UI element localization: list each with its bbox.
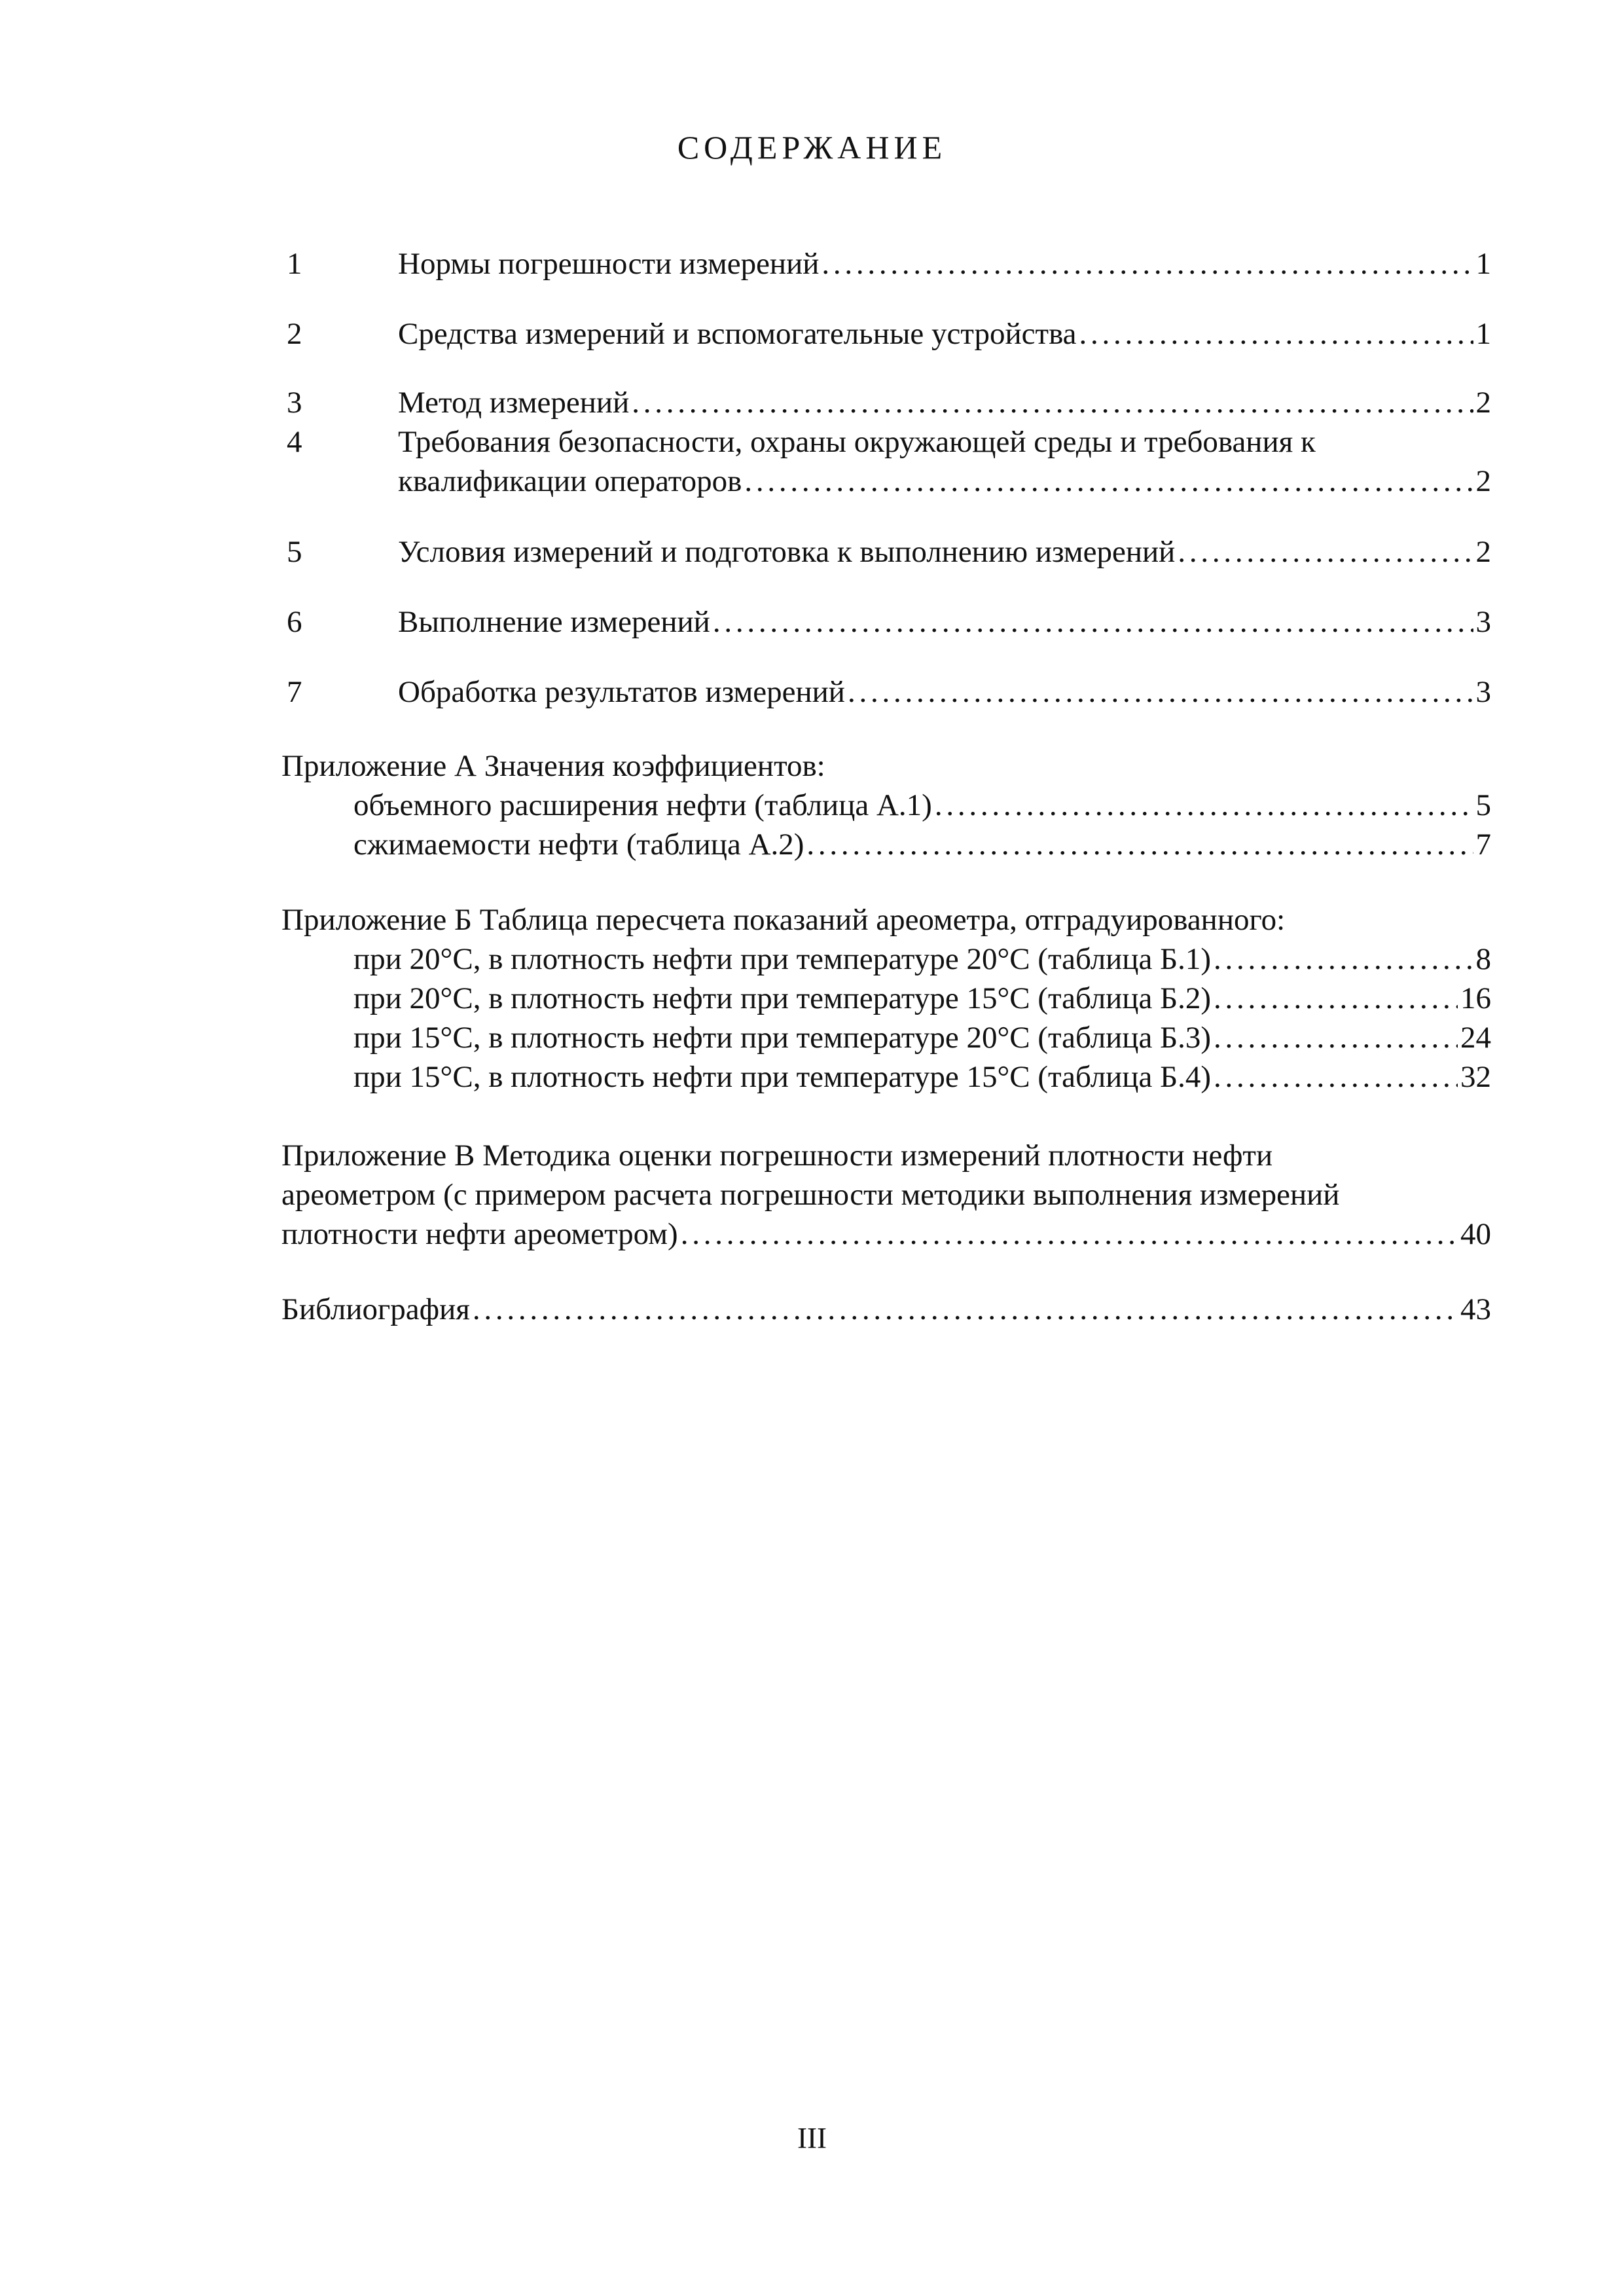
dot-leader xyxy=(744,462,1473,501)
toc-entry-page: 5 xyxy=(1475,788,1491,822)
appendix-a-item-1[interactable] xyxy=(353,786,1491,825)
appendix-v-line-2: ареометром (с примером расчета погрешности методики выполнения измерений xyxy=(281,1178,1340,1212)
toc-entry-title-line1: Требования безопасности, охраны окружающей среды и требования к xyxy=(398,425,1316,459)
toc-entry-page: 2 xyxy=(1475,386,1491,420)
toc-entry-page: 8 xyxy=(1475,942,1491,976)
dot-leader xyxy=(1214,939,1473,979)
toc-entry-number: 5 xyxy=(287,535,302,569)
toc-entry-title: Условия измерений и подготовка к выполнению измерений xyxy=(398,535,1176,569)
toc-entry-title: Средства измерений и вспомогательные устройства xyxy=(398,317,1077,351)
toc-entry-2[interactable] xyxy=(287,314,1491,354)
toc-entry-page: 7 xyxy=(1475,828,1491,862)
dot-leader xyxy=(935,786,1473,825)
toc-entry-3[interactable] xyxy=(287,383,1491,422)
toc-entry-page: 1 xyxy=(1475,247,1491,281)
toc-entry-number: 6 xyxy=(287,605,302,639)
appendix-v-entry[interactable] xyxy=(281,1214,1491,1254)
dot-leader xyxy=(1214,979,1458,1018)
toc-entry-6[interactable] xyxy=(287,602,1491,642)
appendix-b-item-4[interactable] xyxy=(353,1057,1491,1097)
toc-entry-title: при 20°С, в плотность нефти при температуре 15°С (таблица Б.2) xyxy=(353,981,1211,1015)
toc-entry-title: объемного расширения нефти (таблица А.1) xyxy=(353,788,932,822)
toc-entry-page: 1 xyxy=(1475,317,1491,351)
appendix-b-item-2[interactable] xyxy=(353,979,1491,1018)
dot-leader xyxy=(1214,1057,1458,1097)
toc-entry-title: Нормы погрешности измерений xyxy=(398,247,820,281)
toc-entry-5[interactable] xyxy=(287,532,1491,572)
toc-entry-page: 43 xyxy=(1460,1292,1491,1326)
toc-entry-page: 3 xyxy=(1475,675,1491,709)
dot-leader xyxy=(473,1290,1458,1329)
dot-leader xyxy=(848,672,1473,712)
dot-leader xyxy=(821,244,1473,283)
toc-entry-title: Библиография xyxy=(281,1292,470,1326)
appendix-a-item-2[interactable] xyxy=(353,825,1491,864)
toc-entry-title: Обработка результатов измерений xyxy=(398,675,845,709)
toc-entry-title: при 15°С, в плотность нефти при температуре 20°С (таблица Б.3) xyxy=(353,1021,1211,1055)
toc-entry-4[interactable] xyxy=(398,462,1491,501)
appendix-b-heading: Приложение Б Таблица пересчета показаний ареометра, отградуированного: xyxy=(281,903,1286,937)
toc-entry-page: 24 xyxy=(1460,1021,1491,1055)
toc-entry-title: квалификации операторов xyxy=(398,464,742,498)
toc-entry-number: 7 xyxy=(287,675,302,709)
toc-entry-page: 32 xyxy=(1460,1060,1491,1094)
appendix-v-line-1: Приложение В Методика оценки погрешности измерений плотности нефти xyxy=(281,1139,1273,1173)
dot-leader xyxy=(1079,314,1473,354)
toc-entry-number: 4 xyxy=(287,425,302,459)
dot-leader xyxy=(681,1214,1458,1254)
toc-entry-page: 16 xyxy=(1460,981,1491,1015)
toc-entry-title: плотности нефти ареометром) xyxy=(281,1217,678,1251)
toc-entry-title: при 20°С, в плотность нефти при температуре 20°С (таблица Б.1) xyxy=(353,942,1211,976)
dot-leader xyxy=(632,383,1473,422)
page-number: III xyxy=(797,2122,827,2155)
appendix-b-item-1[interactable] xyxy=(353,939,1491,979)
toc-entry-1[interactable] xyxy=(287,244,1491,283)
toc-entry-number: 3 xyxy=(287,386,302,420)
toc-entry-number: 1 xyxy=(287,247,302,281)
appendix-a-heading: Приложение А Значения коэффициентов: xyxy=(281,749,825,783)
bibliography-entry[interactable] xyxy=(281,1290,1491,1329)
dot-leader xyxy=(806,825,1473,864)
page-title: СОДЕРЖАНИЕ xyxy=(677,129,947,166)
toc-entry-page: 2 xyxy=(1475,464,1491,498)
appendix-b-item-3[interactable] xyxy=(353,1018,1491,1057)
toc-entry-page: 40 xyxy=(1460,1217,1491,1251)
toc-entry-7[interactable] xyxy=(287,672,1491,712)
dot-leader xyxy=(1178,532,1473,572)
toc-entry-title: Выполнение измерений xyxy=(398,605,710,639)
toc-entry-title: сжимаемости нефти (таблица А.2) xyxy=(353,828,804,862)
toc-entry-page: 2 xyxy=(1475,535,1491,569)
dot-leader xyxy=(1214,1018,1458,1057)
toc-entry-number: 2 xyxy=(287,317,302,351)
toc-entry-title: Метод измерений xyxy=(398,386,630,420)
dot-leader xyxy=(713,602,1473,642)
toc-entry-title: при 15°С, в плотность нефти при температуре 15°С (таблица Б.4) xyxy=(353,1060,1211,1094)
toc-entry-page: 3 xyxy=(1475,605,1491,639)
toc-entry-4-line1 xyxy=(287,422,1316,462)
